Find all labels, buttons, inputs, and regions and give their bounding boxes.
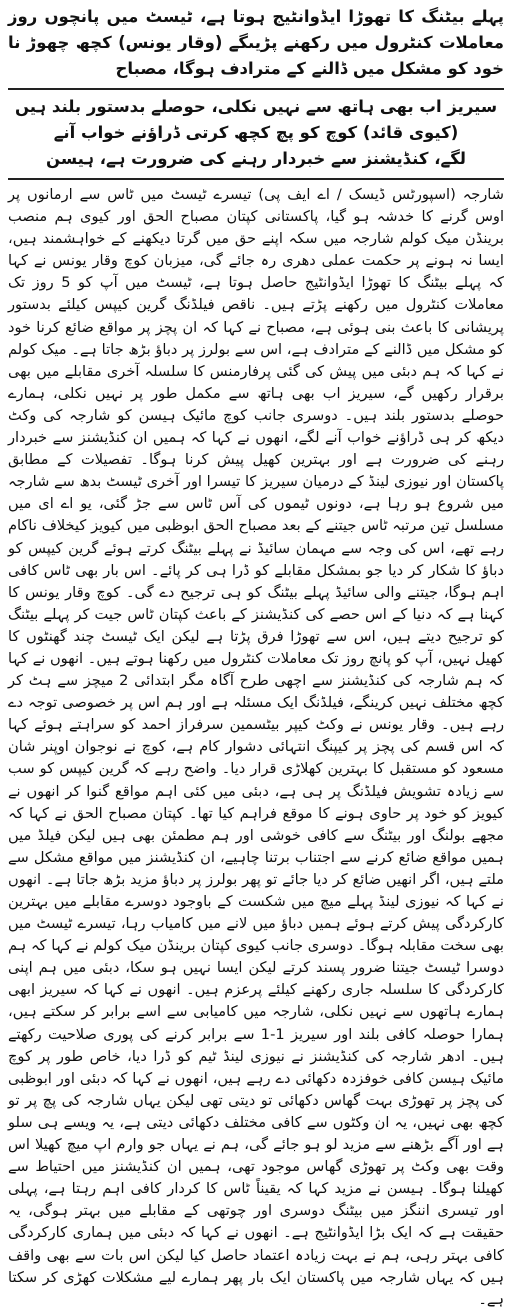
- subheadline-line-1: سیریز اب بھی ہاتھ سے نہیں نکلی، حوصلے بدستور بلند ہیں (کیوی قائد) کوچ کو پچ کچھ کرتی ڈراؤنے خواب آنے: [14, 97, 498, 142]
- article-headline: پہلے بیٹنگ کا تھوڑا ایڈوانٹیج ہوتا ہے، ٹیسٹ میں پانچوں روز معاملات کنٹرول میں رکھنے پڑیںگے (وقار یونس) کچھ چھوڑ نا خود کو مشکل میں ڈالنے کے مترادف ہوگا، مصباح: [8, 7, 504, 78]
- article-body: [8, 184, 504, 1311]
- article-subheadline: [8, 94, 504, 172]
- subheadline-divider: [8, 178, 504, 180]
- subheadline-line-2: لگے، کنڈیشنز سے خبردار رہنے کی ضرورت ہے، ہیسن: [46, 149, 466, 168]
- article-body-paragraph: شارجہ (اسپورٹس ڈیسک / اے ایف پی) تیسرے ٹیسٹ میں ٹاس سے ارمانوں پر اوس گرنے کا خدشہ ہو گیا، پاکستانی کپتان مصباح الحق اور کیوی ہم منصب برینڈن میک کولم شارجہ میں سکہ اپنے حق میں گرتا دیکھنے کے خواہشمند ہیں، ایسا نہ ہونے پر حکمت عملی دھری رہ جائے گی، میزبان کوچ وقار یونس نے کہا کہ پہلے بیٹنگ کا تھوڑا ایڈوانٹیج حاصل ہوتا ہے، ٹیسٹ میں آپ کو 5 روز تک معاملات کنٹرول میں رکھنے پڑتے ہیں۔ ناقص فیلڈنگ گرین کیپس کیلئے بدستور پریشانی کا باعث بنی ہوئی ہے، مصباح نے کہا کہ ان پچز پر مواقع ضائع کرنا خود کو مشکل میں ڈالنے کے مترادف ہے، اس سے بولرز پر دباؤ بڑھ جاتا ہے۔ میک کولم نے کہا کہ ہم دبئی میں پیش کی گئی پرفارمنس کا سلسلہ آخری مقابلے میں بھی برقرار رکھیں گے، سیریز اب بھی ہاتھ سے مکمل طور پر نہیں نکلی، ہمارے حوصلے بدستور بلند ہیں۔ دوسری جانب کوچ مائیک ہیسن کو شارجہ کی وکٹ دیکھ کر ہی ڈراؤنے خواب آنے لگے، انھوں نے کہا کہ ہمیں ان کنڈیشنز سے خبردار رہنے کی ضرورت ہے اور بہترین کھیل پیش کرنا ہوگا۔ تفصیلات کے مطابق پاکستان اور نیوزی لینڈ کے درمیان سیریز کا تیسرا اور آخری ٹیسٹ بدھ سے شارجہ میں شروع ہو رہا ہے، دونوں ٹیموں کی آس ٹاس سے جڑ گئی، یو اے ای میں مسلسل تین مرتبہ ٹاس جیتنے کے بعد مصباح الحق ابوظبی میں کیویز کیخلاف ناکام رہے تھے، اس کی وجہ سے مہمان سائیڈ نے پہلے بیٹنگ کرتے ہوئے گرین کیپس کو دباؤ کا شکار کر دیا جو بمشکل مقابلے کو ڈرا ہی کر پائے۔ اس بار بھی ٹاس کافی اہم ہوگا، جیتنے والی سائیڈ پہلے بیٹنگ کو ہی ترجیح دے گی۔ کوچ وقار یونس کا کہنا ہے کہ دنیا کے اس حصے کی کنڈیشنز کے باعث کپتان ٹاس جیت کر پہلے بیٹنگ کو ترجیح دیتے ہیں، اس سے تھوڑا فرق پڑتا ہے لیکن ایک ٹیسٹ چند گھنٹوں کا کھیل نہیں، آپ کو پانچ روز تک معاملات کنٹرول میں رکھنا ہوتے ہیں۔ انھوں نے کہا کہ ہم شارجہ کی کنڈیشنز سے اچھی طرح آگاہ مگر ابتدائی 2 میچز سے ہٹ کر کچھ مختلف نہیں کرینگے، فیلڈنگ ایک مسئلہ ہے اور ہم اس پر خصوصی توجہ دے رہے ہیں۔ وقار یونس نے وکٹ کیپر بیٹسمین سرفراز احمد کو سراہتے ہوئے کہا کہ اس قسم کی پچز پر کیپنگ انتہائی دشوار کام ہے، کوچ نے نوجوان اوپنر شان مسعود کو مستقبل کا بہترین کھلاڑی قرار دیا۔ واضح رہے کہ گرین کیپس کو سب سے زیادہ تشویش فیلڈنگ پر ہی ہے، دبئی میں کئی اہم مواقع گنوا کر انھوں نے کیویز کو خود پر حاوی ہونے کا موقع فراہم کیا تھا۔ کپتان مصباح الحق نے کہا کہ مجھے بولنگ اور بیٹنگ سے کافی خوشی اور ہم مطمئن بھی ہیں لیکن فیلڈ میں ہمیں مواقع ضائع کرنے سے اجتناب برتنا چاہیے، ان کنڈیشنز میں مواقع مشکل سے ملتے ہیں، اگر انھیں ضائع کر دیا جائے تو پھر بولرز پر دباؤ مزید بڑھ جاتا ہے۔ انھوں نے کہا کہ نیوزی لینڈ پہلے میچ میں شکست کے باوجود دوسرے مقابلے میں بہترین کارکردگی پیش کرتے ہوئے ہمیں دباؤ میں لانے میں کامیاب رہا، تیسرے ٹیسٹ میں بھی سخت مقابلہ ہوگا۔ دوسری جانب کیوی کپتان برینڈن میک کولم نے کہا کہ ہم دوسرا ٹیسٹ جیتنا ضرور پسند کرتے لیکن ایسا نہیں ہو سکا، دبئی میں ہم اپنی کارکردگی کا سلسلہ جاری رکھنے کیلئے پرعزم ہیں۔ انھوں نے کہا کہ سیریز ابھی ہمارے ہاتھوں سے نہیں نکلی، شارجہ میں کامیابی سے اسے برابر کر سکتے ہیں، ہمارا حوصلہ کافی بلند اور سیریز 1-1 سے برابر کرنے کی پوری صلاحیت رکھتے ہیں۔ ادھر شارجہ کی کنڈیشنز نے نیوزی لینڈ ٹیم کو ڈرا دیا، خاص طور پر کوچ مائیک ہیسن کافی خوفزدہ دکھائی دے رہے ہیں، انھوں نے کہا کہ دبئی اور ابوظبی کی پچز پر تھوڑی بہت گھاس دکھائی تو دیتی تھی لیکن یہاں شارجہ کی پچ پر تو کچھ بھی نہیں، یہ ان وکٹوں سے کافی مختلف دکھائی دیتی ہے، یہ ویسے ہی سلو ہے اور آگے بڑھنے سے مزید لو ہو جائے گی، ہم نے یہاں جو وارم اپ میچ کھیلا اس وقت بھی وکٹ پر تھوڑی گھاس موجود تھی، ہمیں ان کنڈیشنز میں احتیاط سے کھیلنا ہوگا۔ ہیسن نے مزید کہا کہ یقیناً ٹاس کا کردار کافی اہم رہتا ہے، پہلی اور تیسری اننگز میں بیٹنگ دوسری اور چوتھی کے مقابلے میں بہتر ہوگی، یہ حقیقت ہے کہ ایک بڑا ایڈوانٹیج ہے۔ انھوں نے کہا کہ دبئی میں ہماری کارکردگی کافی بہتر رہی، ہم نے بہت زیادہ اعتماد حاصل کیا لیکن اس بات سے بھی واقف ہیں کہ یہاں شارجہ میں پاکستان ایک بار پھر ہمارے لیے مشکلات کھڑی کر سکتا ہے۔: [8, 186, 505, 1308]
- headline-divider: [8, 88, 504, 90]
